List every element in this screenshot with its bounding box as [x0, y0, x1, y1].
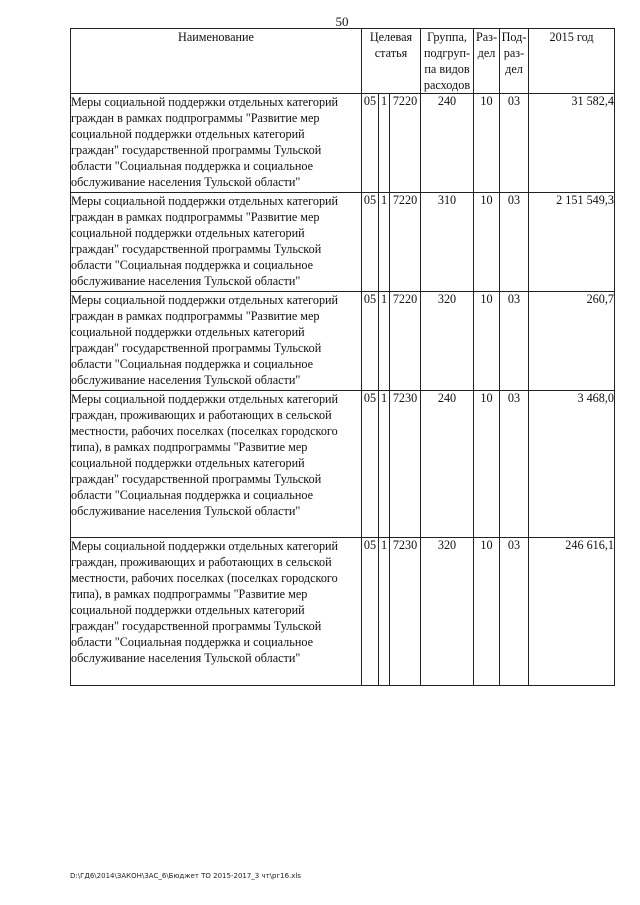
row-name: [71, 193, 362, 292]
row-subsection: 03: [500, 292, 529, 391]
row-code-program: 05: [362, 292, 379, 391]
row-section: 10: [474, 94, 500, 193]
header-section: [474, 29, 500, 94]
file-path-footer: D:\ГД6\2014\ЗАКОН\ЗАС_6\Бюджет ТО 2015-2017_3 чт\рг16.xls: [70, 872, 302, 880]
row-group: 240: [421, 94, 474, 193]
row-name-line: Меры социальной поддержки отдельных категорий: [71, 539, 339, 553]
row-name-line: граждан, проживающих и работающих в сельской: [71, 408, 332, 422]
row-name-line: обслуживание населения Тульской области": [71, 373, 301, 387]
row-code-subprogram: 1: [379, 391, 390, 538]
row-code-subprogram: 1: [379, 538, 390, 686]
row-name-line: Меры социальной поддержки отдельных категорий: [71, 194, 339, 208]
header-year: 2015 год: [529, 29, 615, 94]
row-code-program: 05: [362, 193, 379, 292]
row-name-line: типа), в рамках подпрограммы "Развитие мер: [71, 440, 308, 454]
row-code-program: 05: [362, 94, 379, 193]
row-name-line: социальной поддержки отдельных категорий: [71, 226, 305, 240]
row-name-line: области "Социальная поддержка и социальное: [71, 357, 313, 371]
row-code-subprogram: 1: [379, 193, 390, 292]
header-subsection-line: Под-: [501, 30, 527, 44]
table-row: [71, 193, 615, 292]
table-row: [71, 94, 615, 193]
row-name-line: социальной поддержки отдельных категорий: [71, 603, 305, 617]
row-name-line: области "Социальная поддержка и социальное: [71, 258, 313, 272]
row-code-program: 05: [362, 538, 379, 686]
row-name-line: граждан" государственной программы Тульской: [71, 242, 322, 256]
row-name-line: граждан" государственной программы Тульской: [71, 143, 322, 157]
row-code-subprogram: 1: [379, 292, 390, 391]
header-target-article-line: Целевая: [369, 30, 413, 44]
header-group-line: па видов: [424, 62, 470, 76]
header-target-article-line: статья: [374, 46, 408, 60]
row-code-direction: 7220: [390, 292, 421, 391]
row-section: 10: [474, 292, 500, 391]
row-group: 240: [421, 391, 474, 538]
row-section: 10: [474, 538, 500, 686]
row-name-line: социальной поддержки отдельных категорий: [71, 456, 305, 470]
row-subsection: 03: [500, 391, 529, 538]
row-name-line: граждан, проживающих и работающих в сельской: [71, 555, 332, 569]
row-name-line: обслуживание населения Тульской области": [71, 651, 301, 665]
row-name-line: Меры социальной поддержки отдельных категорий: [71, 293, 339, 307]
row-name: [71, 391, 362, 538]
row-group: 320: [421, 538, 474, 686]
row-code-direction: 7220: [390, 94, 421, 193]
row-name: [71, 538, 362, 686]
row-name-line: местности, рабочих поселках (поселках городского: [71, 571, 338, 585]
row-name-line: Меры социальной поддержки отдельных категорий: [71, 95, 339, 109]
row-amount: 246 616,1: [529, 538, 615, 686]
row-code-direction: 7220: [390, 193, 421, 292]
header-group-line: Группа,: [427, 30, 467, 44]
row-amount: 260,7: [529, 292, 615, 391]
row-name-line: граждан" государственной программы Тульской: [71, 341, 322, 355]
row-section: 10: [474, 193, 500, 292]
row-name: [71, 292, 362, 391]
header-subsection: [500, 29, 529, 94]
row-name-line: местности, рабочих поселках (поселках городского: [71, 424, 338, 438]
row-name-line: социальной поддержки отдельных категорий: [71, 127, 305, 141]
row-group: 320: [421, 292, 474, 391]
table-row: [71, 538, 615, 686]
header-group-line: подгруп-: [423, 46, 471, 60]
row-name-line: граждан в рамках подпрограммы "Развитие мер: [71, 210, 320, 224]
row-name-line: обслуживание населения Тульской области": [71, 274, 301, 288]
row-name-line: Меры социальной поддержки отдельных категорий: [71, 392, 339, 406]
header-group: [421, 29, 474, 94]
row-name-line: граждан" государственной программы Тульской: [71, 619, 322, 633]
row-name-line: области "Социальная поддержка и социальное: [71, 159, 313, 173]
row-name-line: граждан" государственной программы Тульской: [71, 472, 322, 486]
row-amount: 31 582,4: [529, 94, 615, 193]
row-subsection: 03: [500, 94, 529, 193]
header-subsection-line: дел: [505, 62, 523, 76]
page-number: 50: [335, 14, 349, 29]
row-subsection: 03: [500, 538, 529, 686]
row-name-line: типа), в рамках подпрограммы "Развитие мер: [71, 587, 308, 601]
header-name: Наименование: [71, 29, 362, 94]
table-row: [71, 292, 615, 391]
row-name-line: обслуживание населения Тульской области": [71, 504, 301, 518]
row-name-line: граждан в рамках подпрограммы "Развитие мер: [71, 309, 320, 323]
row-name-line: области "Социальная поддержка и социальное: [71, 488, 313, 502]
row-subsection: 03: [500, 193, 529, 292]
table-row: [71, 391, 615, 538]
row-section: 10: [474, 391, 500, 538]
row-name-line: социальной поддержки отдельных категорий: [71, 325, 305, 339]
header-section-line: дел: [477, 46, 496, 60]
row-name-line: обслуживание населения Тульской области": [71, 175, 301, 189]
header-target-article: [362, 29, 421, 94]
row-amount: 3 468,0: [529, 391, 615, 538]
header-row: [71, 29, 615, 94]
row-code-subprogram: 1: [379, 94, 390, 193]
row-name-line: области "Социальная поддержка и социальное: [71, 635, 313, 649]
row-amount: 2 151 549,3: [529, 193, 615, 292]
row-code-direction: 7230: [390, 538, 421, 686]
header-group-line: расходов: [423, 78, 471, 92]
row-name-line: граждан в рамках подпрограммы "Развитие мер: [71, 111, 320, 125]
budget-table: [70, 28, 615, 686]
row-code-direction: 7230: [390, 391, 421, 538]
row-group: 310: [421, 193, 474, 292]
row-name: [71, 94, 362, 193]
header-section-line: Раз-: [475, 30, 498, 44]
row-code-program: 05: [362, 391, 379, 538]
header-subsection-line: раз-: [503, 46, 525, 60]
